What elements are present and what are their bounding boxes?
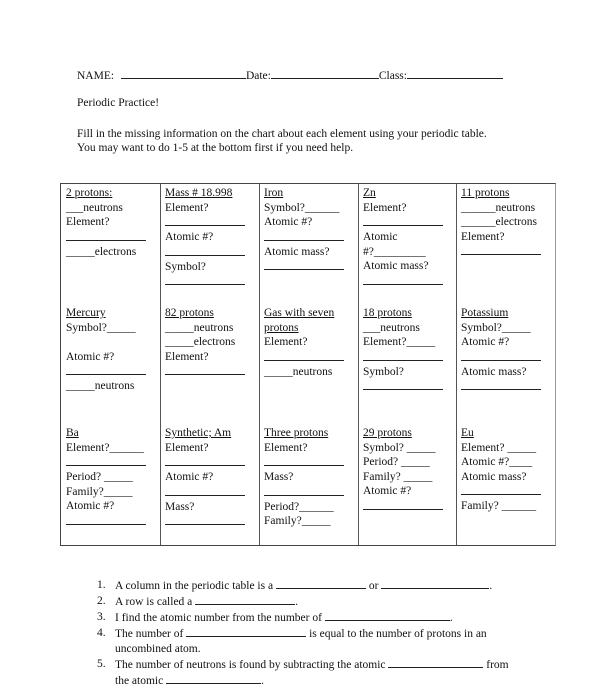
cell-prompt xyxy=(461,201,547,216)
prompt-text: neutrons xyxy=(94,380,135,392)
answer-blank[interactable]: ______ xyxy=(299,500,334,513)
answer-blank[interactable] xyxy=(66,364,146,375)
cell-prompt xyxy=(66,321,152,336)
prompt-text: Atomic #? xyxy=(165,231,214,243)
answer-blank[interactable]: ______ xyxy=(498,500,537,512)
prompt-text: Atomic #? xyxy=(363,485,412,497)
cell-heading: Synthetic; Am xyxy=(165,427,232,439)
instruction-line-1: Fill in the missing information on the chart about each element using your periodic table. xyxy=(77,128,487,140)
element-cell xyxy=(363,426,449,514)
cell-prompt xyxy=(363,470,449,485)
prompt-text: Atomic #? xyxy=(461,456,510,468)
answer-blank[interactable] xyxy=(165,215,245,226)
prompt-text: Symbol? xyxy=(66,321,107,334)
cell-prompt xyxy=(66,201,152,216)
answer-blank[interactable] xyxy=(264,259,344,270)
element-cell xyxy=(165,186,251,289)
question-text: The number of xyxy=(115,628,187,640)
date-label: Date: xyxy=(245,70,271,82)
answer-blank[interactable] xyxy=(363,215,443,226)
cell-prompt xyxy=(264,365,350,380)
cell-prompt xyxy=(66,350,152,365)
answer-blank[interactable] xyxy=(195,594,295,605)
question-continuation xyxy=(97,673,509,689)
element-cell xyxy=(461,306,547,394)
answer-blank[interactable] xyxy=(66,514,146,525)
answer-blank[interactable]: _____ xyxy=(66,380,95,392)
prompt-text: Element? xyxy=(165,441,209,454)
cell-prompt xyxy=(363,365,449,380)
question-text: is equal to the number of protons in an xyxy=(306,628,487,640)
answer-blank[interactable] xyxy=(264,350,344,361)
element-cell xyxy=(363,186,449,289)
cell-prompt xyxy=(66,441,152,456)
column-divider xyxy=(358,184,359,545)
answer-blank[interactable] xyxy=(363,499,443,510)
question-text: or xyxy=(365,580,382,592)
cell-prompt xyxy=(264,441,350,456)
class-label: Class: xyxy=(378,70,407,82)
cell-prompt xyxy=(264,215,350,230)
cell-prompt xyxy=(363,321,449,336)
column-divider xyxy=(456,184,457,545)
prompt-text: Atomic #? xyxy=(165,471,214,483)
cell-prompt xyxy=(461,321,547,336)
cell-prompt xyxy=(461,470,547,485)
prompt-text: Element? xyxy=(363,201,407,214)
question-item xyxy=(97,578,509,594)
cell-prompt xyxy=(461,365,547,380)
cell-prompt xyxy=(363,455,449,470)
cell-prompt xyxy=(461,215,547,230)
question-number: 1. xyxy=(97,579,106,591)
answer-blank[interactable]: _____ xyxy=(101,471,133,483)
answer-blank[interactable] xyxy=(165,514,245,525)
prompt-text: Atomic mass? xyxy=(461,470,527,483)
question-number: 5. xyxy=(97,658,106,670)
cell-prompt xyxy=(363,245,449,260)
class-field[interactable] xyxy=(407,68,503,79)
prompt-text: Element? xyxy=(264,336,308,348)
prompt-text: Mass? xyxy=(165,500,195,513)
question-item xyxy=(97,610,509,626)
answer-blank[interactable] xyxy=(66,230,146,241)
prompt-text: Period? xyxy=(363,456,399,468)
prompt-text: neutrons xyxy=(380,321,420,334)
prompt-text: neutrons xyxy=(193,321,234,334)
element-cell xyxy=(66,306,152,394)
cell-prompt xyxy=(461,455,547,470)
cell-prompt xyxy=(165,335,251,350)
question-text: the atomic xyxy=(115,675,167,687)
answer-blank[interactable] xyxy=(461,484,541,495)
question-text: . xyxy=(449,612,453,624)
prompt-text: Family? xyxy=(363,470,401,483)
answer-blank[interactable] xyxy=(264,230,344,241)
cell-heading: Zn xyxy=(363,187,376,199)
answer-blank[interactable]: _____ xyxy=(165,336,194,348)
cell-heading: Iron xyxy=(264,187,284,199)
cell-prompt xyxy=(66,470,152,485)
element-cell xyxy=(66,186,152,259)
name-field[interactable] xyxy=(121,68,246,79)
question-text: . xyxy=(489,580,493,592)
prompt-text: Element? xyxy=(363,336,407,348)
answer-blank[interactable] xyxy=(264,455,344,466)
prompt-text: Period? xyxy=(264,500,300,513)
prompt-text: #? xyxy=(363,245,374,258)
answer-blank[interactable] xyxy=(363,379,443,390)
answer-blank[interactable]: _____ xyxy=(103,485,133,498)
cell-heading: Three protons xyxy=(264,427,329,439)
question-text: from xyxy=(483,659,509,671)
cell-prompt xyxy=(165,230,251,245)
prompt-text: electrons xyxy=(193,336,236,348)
element-cell xyxy=(264,306,350,379)
prompt-text: Atomic #? xyxy=(264,216,313,228)
prompt-text: Symbol? xyxy=(165,260,206,273)
prompt-text: Symbol? xyxy=(461,321,502,334)
cell-prompt xyxy=(66,379,152,394)
prompt-text: Symbol? xyxy=(264,201,305,214)
answer-blank[interactable]: _____ xyxy=(406,336,436,348)
answer-blank[interactable] xyxy=(363,274,443,285)
answer-blank[interactable]: _____ xyxy=(66,245,95,258)
date-field[interactable] xyxy=(271,68,379,79)
answer-blank[interactable]: _____ xyxy=(501,321,531,334)
prompt-text: Period? xyxy=(66,471,102,483)
answer-blank[interactable]: _________ xyxy=(373,245,426,258)
cell-heading: Potassium xyxy=(461,307,509,319)
answer-blank[interactable] xyxy=(325,610,450,621)
prompt-text: neutrons xyxy=(495,201,536,214)
cell-prompt xyxy=(461,335,547,350)
cell-heading: 82 protons xyxy=(165,307,214,319)
answer-blank[interactable] xyxy=(186,626,306,637)
answer-blank[interactable] xyxy=(264,485,344,496)
answer-blank[interactable] xyxy=(165,455,245,466)
answer-blank[interactable]: _____ xyxy=(504,441,537,454)
cell-heading: protons xyxy=(264,321,299,334)
prompt-text: Element? xyxy=(264,441,308,454)
element-cell xyxy=(461,426,547,514)
answer-blank[interactable]: _____ xyxy=(264,365,293,378)
cell-heading: Eu xyxy=(461,427,474,439)
cell-prompt xyxy=(461,230,547,245)
header-fields xyxy=(77,68,503,82)
answer-blank[interactable] xyxy=(276,578,366,589)
element-cell xyxy=(264,186,350,274)
prompt-text: Symbol? xyxy=(363,441,404,454)
cell-prompt xyxy=(363,484,449,499)
instructions xyxy=(77,127,487,155)
prompt-text: Atomic #? xyxy=(66,500,115,512)
cell-prompt xyxy=(363,441,449,456)
answer-blank[interactable]: ______ xyxy=(461,216,496,228)
cell-heading: Gas with seven xyxy=(264,307,335,319)
cell-prompt xyxy=(363,335,449,350)
question-text: . xyxy=(295,596,299,608)
question-item xyxy=(97,657,509,673)
answer-blank[interactable] xyxy=(461,244,541,255)
answer-blank[interactable] xyxy=(388,657,483,668)
answer-blank[interactable]: _____ xyxy=(398,456,430,468)
cell-prompt xyxy=(66,245,152,260)
question-number: 2. xyxy=(97,595,106,607)
question-text: I find the atomic number from the number of xyxy=(115,612,325,624)
element-cell xyxy=(264,426,350,529)
prompt-text: Element? xyxy=(461,441,505,454)
cell-prompt xyxy=(165,470,251,485)
instruction-line-2: You may want to do 1-5 at the bottom first if you need help. xyxy=(77,142,354,154)
prompt-text: electrons xyxy=(94,245,137,258)
cell-prompt xyxy=(165,441,251,456)
answer-blank[interactable] xyxy=(165,364,245,375)
prompt-text: Atomic mass? xyxy=(461,365,527,378)
answer-blank[interactable]: _____ xyxy=(106,321,136,334)
cell-prompt xyxy=(363,230,449,245)
answer-blank[interactable] xyxy=(461,379,541,390)
question-text: A row is called a xyxy=(115,596,196,608)
element-cell xyxy=(165,426,251,529)
name-label: NAME: xyxy=(77,70,115,82)
element-cell xyxy=(461,186,547,259)
cell-prompt xyxy=(66,335,152,350)
element-cell xyxy=(66,426,152,529)
cell-prompt xyxy=(461,441,547,456)
question-text: . xyxy=(261,675,264,687)
cell-heading: 2 protons: xyxy=(66,187,113,199)
answer-blank[interactable]: _____ xyxy=(403,441,436,454)
column-divider xyxy=(160,184,161,545)
question-item xyxy=(97,594,509,610)
cell-prompt xyxy=(264,470,350,485)
question-item xyxy=(97,626,509,642)
answer-blank[interactable] xyxy=(381,578,489,589)
answer-blank[interactable]: ___ xyxy=(363,321,381,334)
cell-prompt xyxy=(66,215,152,230)
answer-blank[interactable]: ______ xyxy=(304,201,340,214)
prompt-text: Atomic #? xyxy=(66,350,115,363)
question-text: A column in the periodic table is a xyxy=(115,580,276,592)
prompt-text: Element? xyxy=(165,201,209,214)
answer-blank[interactable] xyxy=(165,485,245,496)
cell-prompt xyxy=(66,499,152,514)
answer-blank[interactable] xyxy=(66,455,146,466)
prompt-text: Element? xyxy=(66,441,110,454)
prompt-text: Element? xyxy=(165,350,209,363)
cell-prompt xyxy=(264,335,350,350)
cell-prompt xyxy=(264,500,350,515)
prompt-text: Atomic #? xyxy=(461,336,510,348)
column-divider xyxy=(259,184,260,545)
question-list xyxy=(97,578,509,689)
question-text: The number of neutrons is found by subtracting the atomic xyxy=(115,659,389,671)
cell-prompt xyxy=(264,201,350,216)
cell-prompt xyxy=(165,260,251,275)
cell-heading: 18 protons xyxy=(363,307,412,319)
cell-prompt xyxy=(264,514,350,529)
cell-prompt xyxy=(66,485,152,500)
question-continuation: uncombined atom. xyxy=(115,643,201,655)
cell-prompt xyxy=(165,350,251,365)
cell-prompt xyxy=(165,500,251,515)
question-number: 3. xyxy=(97,611,106,623)
prompt-text: Atomic mass? xyxy=(264,245,330,258)
prompt-text: Family? xyxy=(66,485,104,498)
prompt-text: Element? xyxy=(461,230,505,243)
cell-heading: Mass # 18.998 xyxy=(165,187,233,199)
prompt-text: Atomic xyxy=(363,231,398,243)
cell-heading: Ba xyxy=(66,427,79,439)
answer-blank[interactable]: _____ xyxy=(165,321,194,334)
question-number: 4. xyxy=(97,627,106,639)
answer-blank[interactable] xyxy=(165,274,245,285)
answer-blank[interactable] xyxy=(461,350,541,361)
prompt-text: Symbol? xyxy=(363,365,404,378)
element-cell xyxy=(165,306,251,379)
page-title: Periodic Practice! xyxy=(77,97,160,109)
cell-prompt xyxy=(165,201,251,216)
answer-blank[interactable] xyxy=(363,350,443,361)
prompt-text: neutrons xyxy=(83,201,123,214)
prompt-text: Atomic mass? xyxy=(363,260,429,272)
cell-prompt xyxy=(461,499,547,514)
cell-prompt xyxy=(363,259,449,274)
answer-blank[interactable]: ___ xyxy=(66,201,84,214)
answer-blank[interactable]: _____ xyxy=(301,515,331,527)
answer-blank[interactable] xyxy=(165,245,245,256)
prompt-text: electrons xyxy=(495,216,538,228)
cell-prompt xyxy=(165,321,251,336)
element-cell xyxy=(363,306,449,394)
prompt-text: Family? xyxy=(264,515,302,527)
answer-blank[interactable]: ____ xyxy=(509,456,533,468)
prompt-text: Element? xyxy=(66,216,110,228)
prompt-text: neutrons xyxy=(292,365,333,378)
answer-blank[interactable] xyxy=(166,673,261,684)
prompt-text: Mass? xyxy=(264,471,294,483)
answer-blank[interactable]: ______ xyxy=(109,441,144,454)
cell-heading: 29 protons xyxy=(363,427,412,439)
cell-heading: Mercury xyxy=(66,307,106,319)
cell-prompt xyxy=(363,201,449,216)
cell-heading: 11 protons xyxy=(461,187,510,199)
answer-blank[interactable]: ______ xyxy=(461,201,496,214)
prompt-text: Family? xyxy=(461,500,499,512)
answer-blank[interactable]: _____ xyxy=(400,470,433,483)
cell-prompt xyxy=(264,245,350,260)
